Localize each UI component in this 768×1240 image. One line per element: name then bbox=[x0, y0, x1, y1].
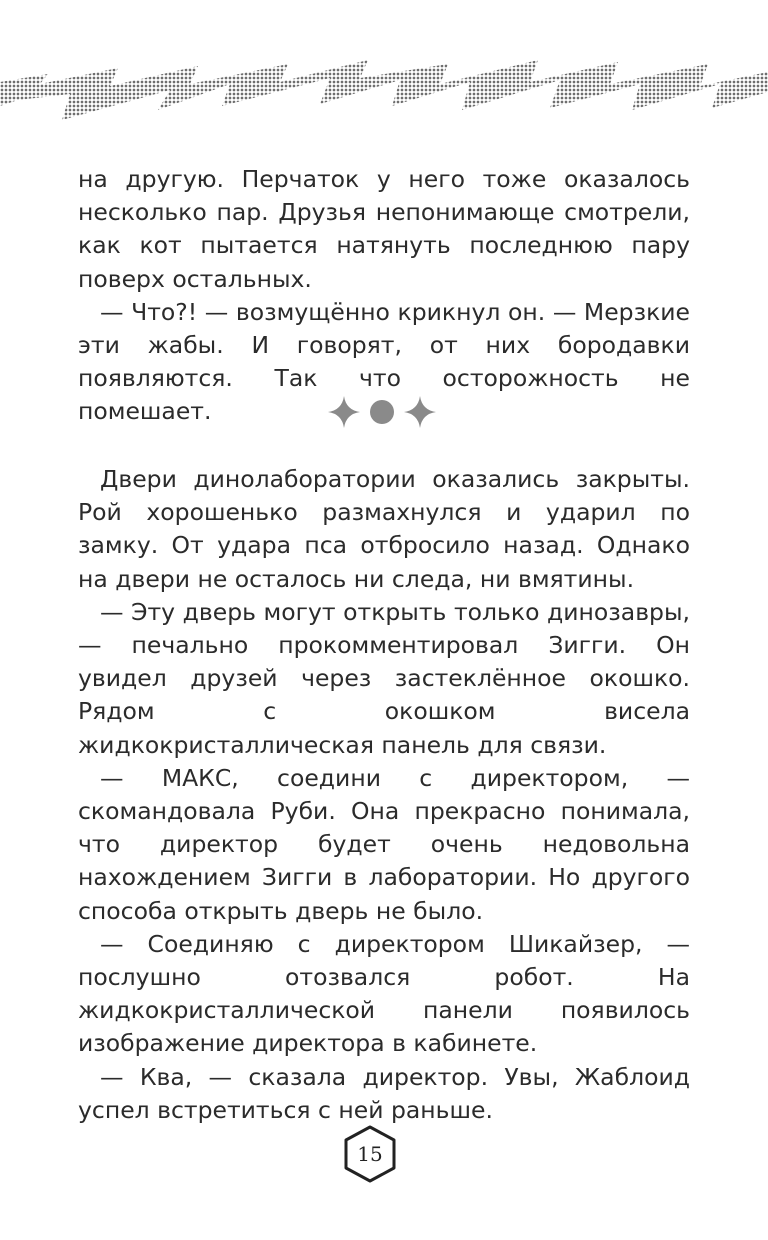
page-number-badge bbox=[342, 1124, 398, 1184]
paragraph: — Ква, — сказала директор. Увы, Жаблоид успел встретиться с ней раньше. bbox=[78, 1062, 690, 1124]
page-number: 15 bbox=[357, 1142, 383, 1166]
text-block-top bbox=[78, 163, 690, 429]
paragraph: — Соединяю с директором Шикайзер, — послушно отозвался робот. На жидкокристаллической панели появилось изображение директора в кабинете. bbox=[78, 929, 690, 1058]
paragraph: — Эту дверь могут открыть только динозавры, — печально прокомментировал Зигги. Он увидел друзей через застеклённое окошко. Рядом с окошком висела жидкокристаллическая панель для связи. bbox=[78, 597, 690, 759]
paragraph: — МАКС, соедини с директором, — скомандовала Руби. Она прекрасно понимала, что директор будет очень недовольна нахождением Зигги в лаборатории. Но другого способа открыть дверь не было. bbox=[78, 763, 690, 925]
paragraph: Двери динолаборатории оказались закрыты. Рой хорошенько размахнулся и ударил по замку. От удара пса отбросило назад. Однако на двери не осталось ни следа, ни вмятины. bbox=[78, 465, 690, 593]
paragraph: — Что?! — возмущённо крикнул он. — Мерзкие эти жабы. И говорят, от них бородавки появляются. Так что осторожность не помешает. bbox=[78, 297, 690, 426]
paragraph: на другую. Перчаток у него тоже оказалось несколько пар. Друзья непонимающе смотрели, как кот пытается натянуть последнюю пару поверх остальных. bbox=[78, 165, 690, 293]
text-block-bottom bbox=[78, 463, 690, 1127]
decorative-zigzag-band bbox=[0, 60, 768, 130]
star-dot-separator-icon bbox=[326, 394, 438, 430]
